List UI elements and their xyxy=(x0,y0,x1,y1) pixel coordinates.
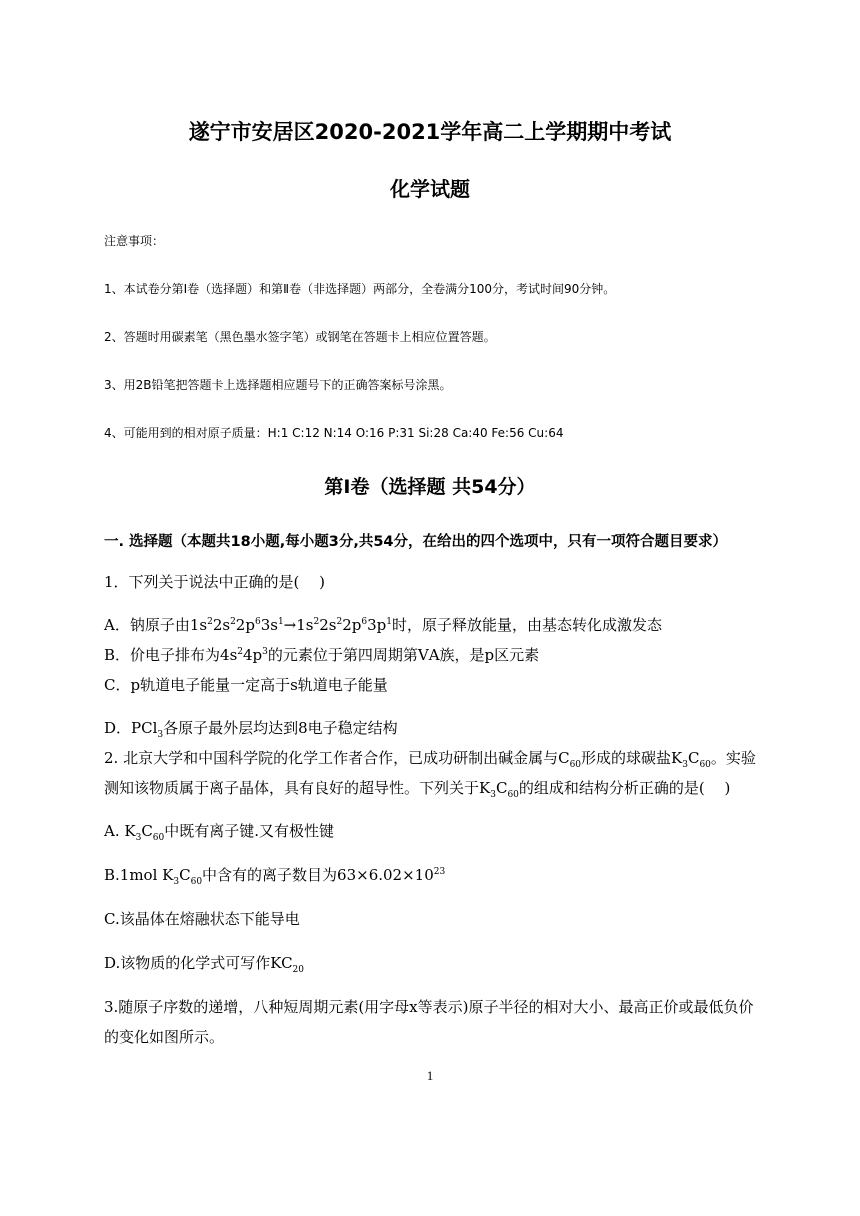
section-title: 第Ⅰ卷（选择题 共54分） xyxy=(324,476,536,498)
page-number: 1 xyxy=(426,1068,434,1083)
q2-option-a: A. $K_3C_{60}$中既有离子键.又有极性键 xyxy=(104,822,335,843)
exam-title: 遂宁市安居区2020-2021学年高二上学期期中考试 xyxy=(188,120,672,144)
q1-option-a: A．钠原子由$1s^22s^22p^63s^1\to 1s^22s^22p^63p^1$时，原子释放能量，由基态转化成激发态 xyxy=(104,616,662,634)
note-item-1: 1、本试卷分第Ⅰ卷（选择题）和第Ⅱ卷（非选择题）两部分，全卷满分100分，考试时间90分钟。 xyxy=(104,282,616,296)
q3-stem-line-2: 的变化如图所示。 xyxy=(104,1028,225,1046)
part-heading: 一. 选择题（本题共18小题,每小题3分,共54分，在给出的四个选项中，只有一项符合题目要求） xyxy=(104,534,728,550)
q2-option-d: D.该物质的化学式可写作$KC_{20}$ xyxy=(104,954,304,975)
q1-option-d: D．PCl$_3$各原子最外层均达到8电子稳定结构 xyxy=(104,719,398,740)
q2-stem-line-2: 测知该物质属于离子晶体，具有良好的超导性。下列关于$K_3C_{60}$的组成和结构分析正确的是( ) xyxy=(104,779,731,800)
notes-header: 注意事项： xyxy=(104,234,165,248)
note-item-4: 4、可能用到的相对原子质量：H:1 C:12 N:14 O:16 P:31 Si:28 Ca:40 Fe:56 Cu:64 xyxy=(104,426,564,440)
note-item-2: 2、答题时用碳素笔（黑色墨水签字笔）或钢笔在答题卡上相应位置答题。 xyxy=(104,330,496,344)
q3-stem-line-1: 3.随原子序数的递增，八种短周期元素(用字母x等表示)原子半径的相对大小、最高正价或最低负价 xyxy=(104,998,754,1016)
note-item-3: 3、用2B铅笔把答题卡上选择题相应题号下的正确答案标号涂黑。 xyxy=(104,378,452,392)
exam-subtitle: 化学试题 xyxy=(390,177,470,201)
q1-option-c: C．p轨道电子能量一定高于s轨道电子能量 xyxy=(104,676,388,694)
q1-stem: 1．下列关于说法中正确的是( ) xyxy=(104,573,326,591)
q2-option-b: B.1mol $K_3C_{60}$中含有的离子数目为$63\times 6.02\times 10^{23}$ xyxy=(104,866,446,887)
q2-option-c: C.该晶体在熔融状态下能导电 xyxy=(104,910,300,928)
q1-option-b: B．价电子排布为$4s^24p^3$的元素位于第四周期第ⅤA族，是p区元素 xyxy=(104,646,540,664)
q2-stem-line-1: 2. 北京大学和中国科学院的化学工作者合作，已成功研制出碱金属与$C_{60}$形成的球碳盐$K_3C_{60}$。实验 xyxy=(104,749,756,770)
